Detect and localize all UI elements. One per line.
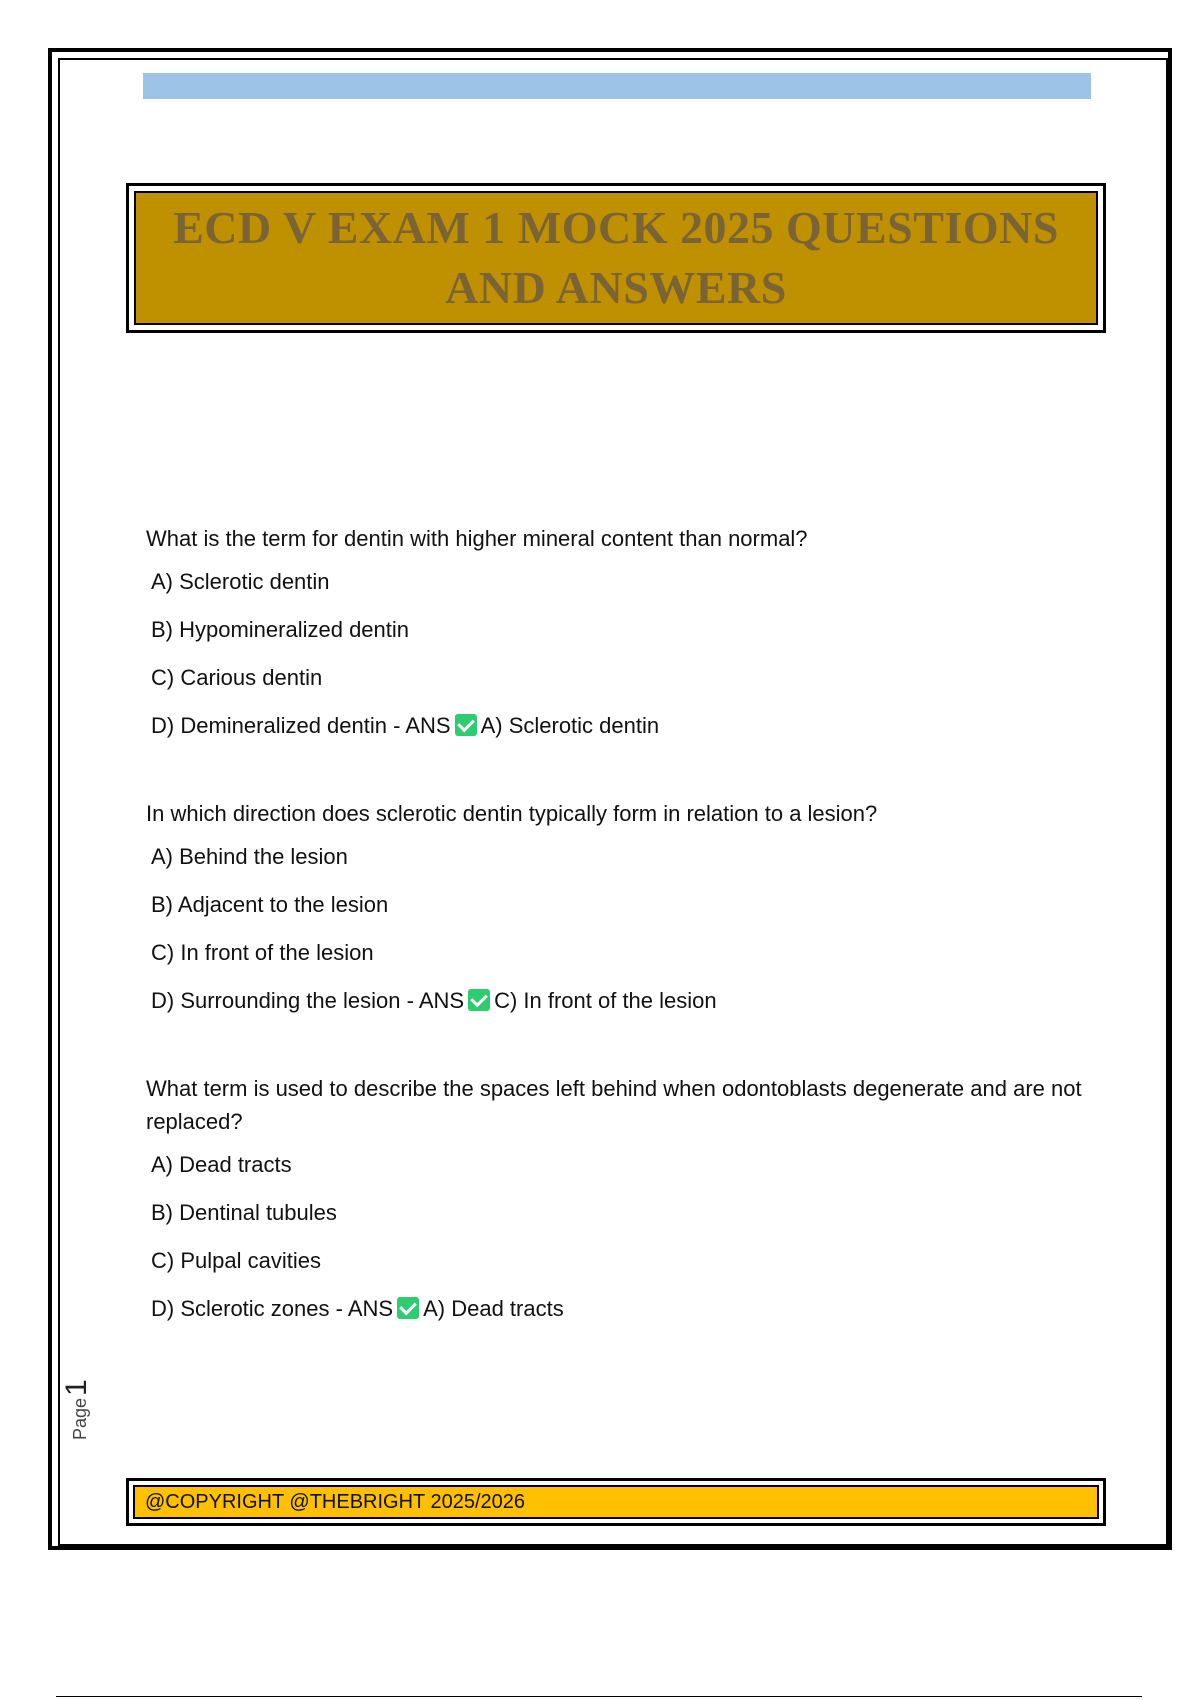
footer-fill — [133, 1485, 1099, 1519]
question-text: In which direction does sclerotic dentin typically form in relation to a lesion? — [146, 801, 878, 826]
answer-prefix: - ANS — [400, 988, 465, 1013]
check-mark-icon — [468, 989, 490, 1011]
option-d: D) Sclerotic zones — [151, 1296, 330, 1321]
questions-list — [146, 522, 1086, 1380]
option-b: B) Hypomineralized dentin — [151, 617, 410, 642]
page-number: 1 — [60, 1379, 93, 1396]
option-c: C) Carious dentin — [151, 665, 323, 690]
option-d-with-answer — [151, 711, 1086, 741]
option-d-with-answer — [151, 986, 1086, 1016]
question-item — [146, 522, 1086, 741]
question-item — [146, 1072, 1086, 1324]
option-c: C) Pulpal cavities — [151, 1248, 321, 1273]
option-d: D) Surrounding the lesion — [151, 988, 401, 1013]
check-mark-icon — [455, 714, 477, 736]
question-text: What is the term for dentin with higher mineral content than normal? — [146, 526, 808, 551]
title-box — [126, 183, 1106, 333]
bottom-divider — [56, 1696, 1142, 1697]
page-word: Page — [70, 1397, 90, 1440]
answer-prefix: - ANS — [387, 713, 451, 738]
option-b: B) Dentinal tubules — [151, 1200, 337, 1225]
option-d-with-answer — [151, 1294, 1086, 1324]
option-a: A) Dead tracts — [151, 1152, 292, 1177]
answer-text: C) In front of the lesion — [494, 988, 717, 1013]
answer-text: A) Dead tracts — [423, 1296, 564, 1321]
document-title: ECD V EXAM 1 MOCK 2025 QUESTIONS AND ANSWERS — [173, 202, 1059, 313]
footer-box — [126, 1478, 1106, 1526]
answer-text: A) Sclerotic dentin — [480, 713, 660, 738]
option-c: C) In front of the lesion — [151, 940, 374, 965]
question-text: What term is used to describe the spaces left behind when odontoblasts degenerate and are not replaced? — [146, 1076, 1082, 1134]
header-color-band — [143, 73, 1091, 99]
option-a: A) Sclerotic dentin — [151, 569, 330, 594]
option-d: D) Demineralized dentin — [151, 713, 387, 738]
option-a: A) Behind the lesion — [151, 844, 348, 869]
page-number-label — [60, 1360, 93, 1440]
copyright-text: @COPYRIGHT @THEBRIGHT 2025/2026 — [145, 1490, 525, 1513]
question-item — [146, 797, 1086, 1016]
check-mark-icon — [397, 1297, 419, 1319]
option-b: B) Adjacent to the lesion — [151, 892, 389, 917]
title-box-fill — [134, 191, 1098, 325]
answer-prefix: - ANS — [329, 1296, 394, 1321]
